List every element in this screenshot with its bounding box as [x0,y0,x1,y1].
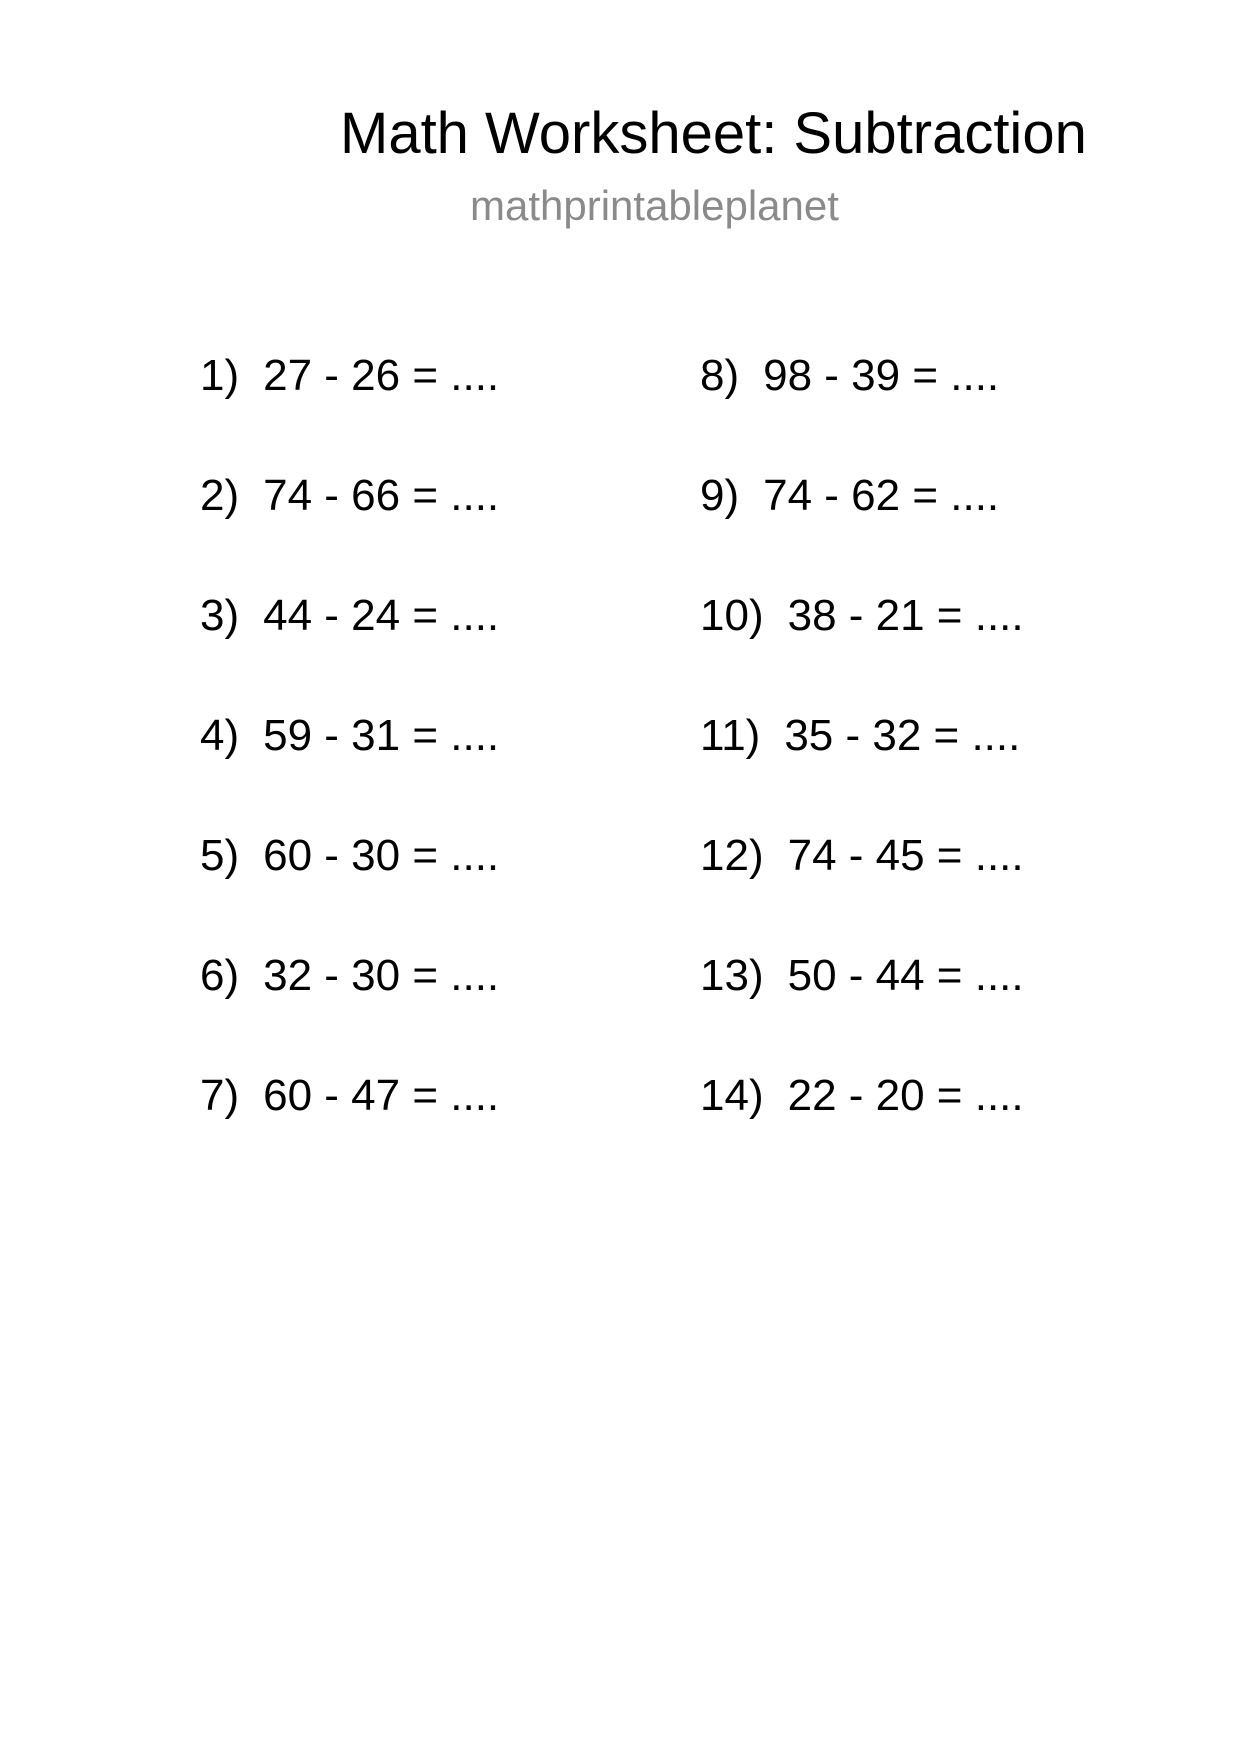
problem-item [200,948,680,1068]
problem-item [200,828,680,948]
worksheet-subtitle: mathprintableplanet [470,182,839,229]
problem-number: 7) [200,1071,240,1120]
problem-item [200,708,680,828]
problem-item [700,948,1180,1068]
problem-number: 4) [200,711,240,760]
problem-expression: 74 - 62 = .... [763,471,1000,520]
problem-number: 13) [700,951,764,1000]
problem-item [700,1068,1180,1188]
problem-expression: 32 - 30 = .... [263,951,500,1000]
problem-expression: 60 - 47 = .... [263,1071,500,1120]
problem-expression: 98 - 39 = .... [763,351,1000,400]
problem-item [200,468,680,588]
problem-item [200,1068,680,1188]
problem-expression: 35 - 32 = .... [784,711,1021,760]
problem-number: 11) [700,711,761,760]
problem-number: 10) [700,591,764,640]
problem-expression: 60 - 30 = .... [263,831,500,880]
problem-column-right [700,348,1180,1188]
problem-item [700,708,1180,828]
problem-column-left [200,348,680,1188]
problem-number: 14) [700,1071,764,1120]
problem-number: 9) [700,471,740,520]
problem-expression: 22 - 20 = .... [787,1071,1024,1120]
problem-item [200,588,680,708]
problem-number: 12) [700,831,764,880]
problem-item [700,348,1180,468]
problem-expression: 50 - 44 = .... [787,951,1024,1000]
problem-number: 2) [200,471,240,520]
problem-item [700,468,1180,588]
problem-expression: 38 - 21 = .... [787,591,1024,640]
problem-item [200,348,680,468]
problem-item [700,588,1180,708]
problem-number: 5) [200,831,240,880]
problem-number: 3) [200,591,240,640]
worksheet-title: Math Worksheet: Subtraction [340,101,1087,166]
problem-number: 8) [700,351,740,400]
problem-item [700,828,1180,948]
problem-expression: 27 - 26 = .... [263,351,500,400]
problem-expression: 44 - 24 = .... [263,591,500,640]
problem-expression: 74 - 45 = .... [787,831,1024,880]
problem-number: 1) [200,351,240,400]
problem-expression: 74 - 66 = .... [263,471,500,520]
problem-expression: 59 - 31 = .... [263,711,500,760]
problem-number: 6) [200,951,240,1000]
